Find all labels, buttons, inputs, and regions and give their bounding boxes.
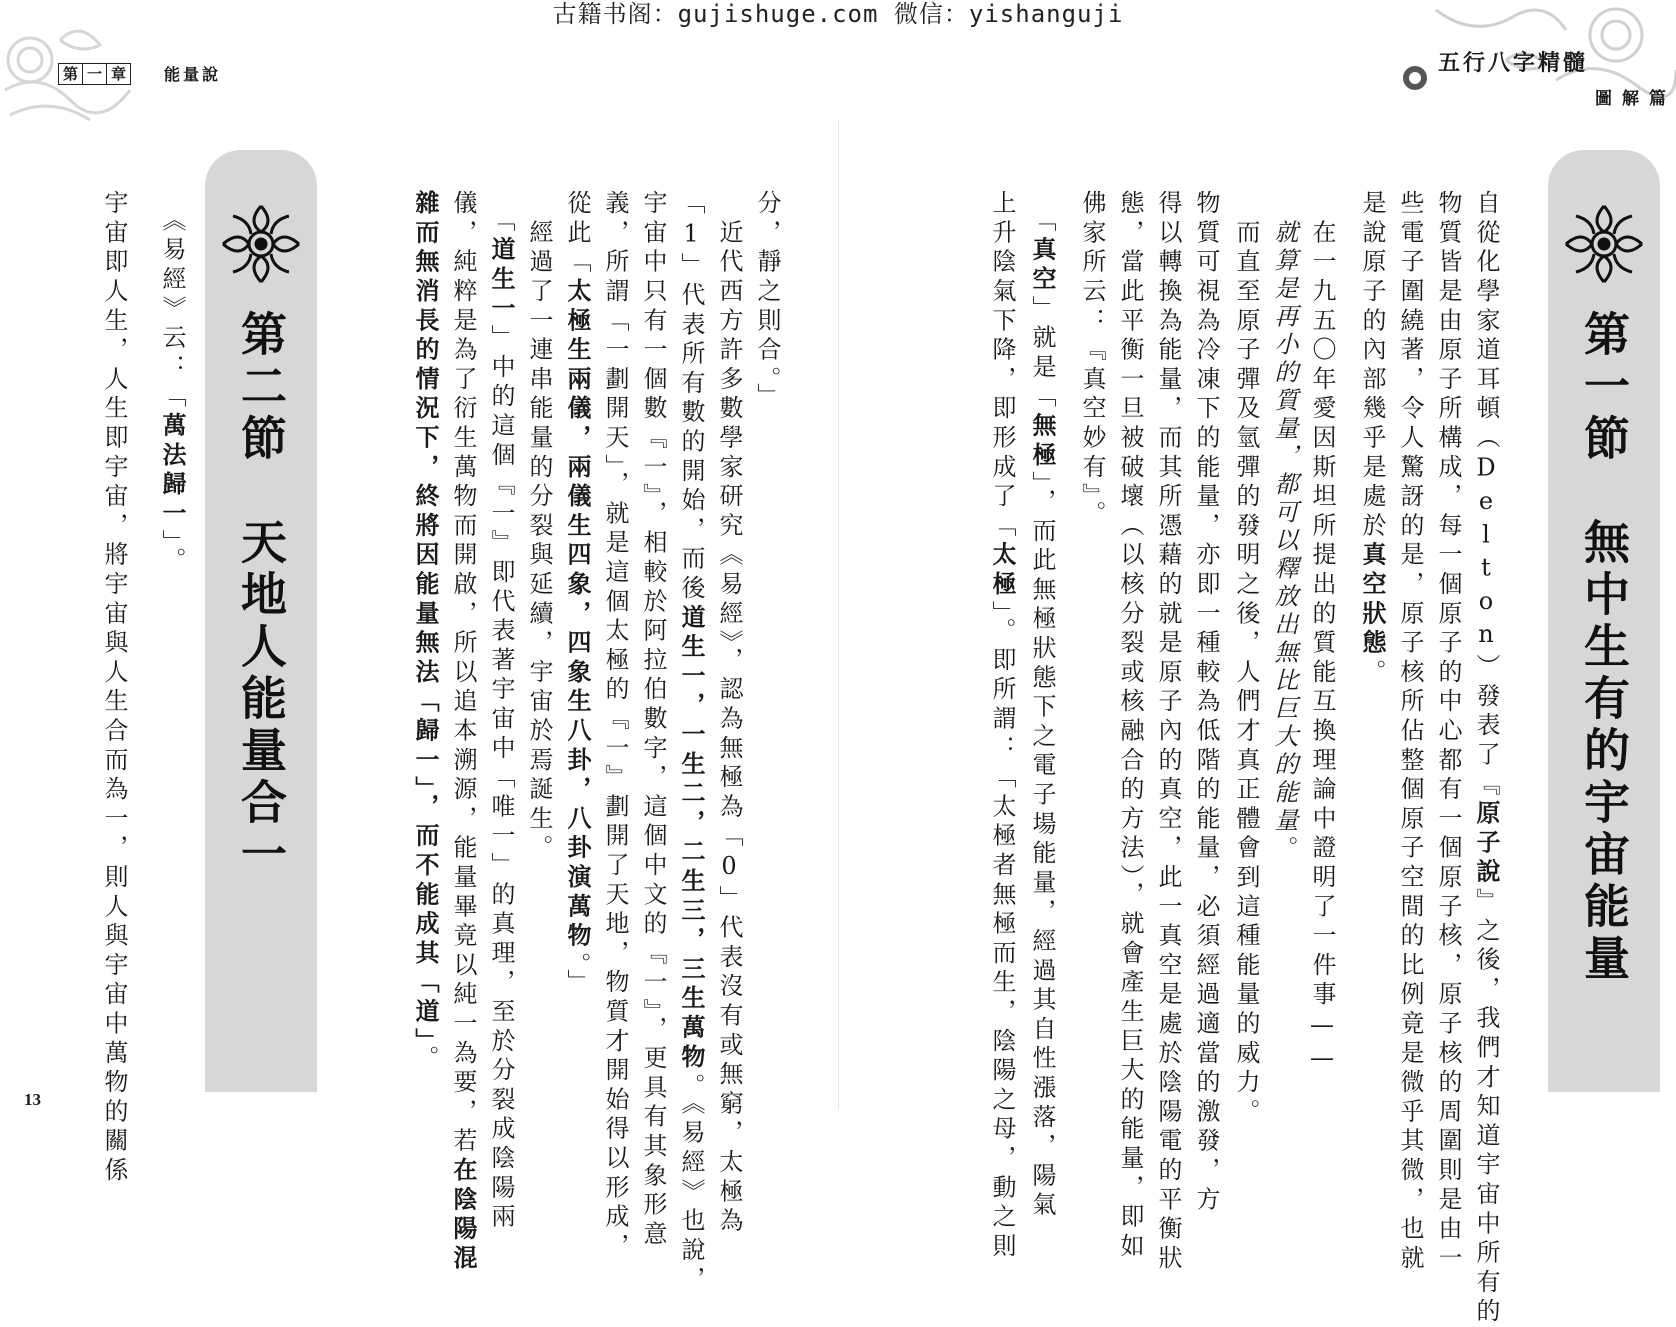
- watermark-text: 古籍书阁：gujishuge.com 微信：yishanguji: [552, 0, 1124, 28]
- text-run: 」就是「: [1028, 295, 1056, 413]
- book-subtitle: 圖解篇: [1595, 89, 1676, 109]
- text-column: [1398, 190, 1422, 1274]
- text-column: [1358, 190, 1387, 689]
- text-run: 而直至原子彈及氫彈的發明之後，人們才真正體會到這種能量的威力。: [1232, 190, 1260, 1128]
- chapter-label: [58, 62, 131, 86]
- text-run: 」。即所謂：「太極者無極而生，陰陽之母，動之則: [988, 600, 1016, 1263]
- text-run: 在一九五〇年愛因斯坦所提出的質能互換理論中證明了一件事——: [1308, 190, 1336, 1077]
- text-column: [1436, 190, 1460, 1274]
- text-column: [102, 190, 126, 1186]
- text-column: [1028, 190, 1057, 1221]
- text-run: 。」: [563, 951, 591, 999]
- emphasis-text: 道生一，一生二，二生三，三生萬物: [677, 604, 706, 1074]
- text-run: 些電子圍繞著，令人驚訝的是，原子核所佔整個原子空間的比例竟是微乎其微，也就: [1396, 190, 1424, 1275]
- lotus-ornament-icon: [215, 198, 307, 290]
- text-column: [1310, 190, 1334, 1077]
- emphasis-text: 真空: [1028, 236, 1057, 296]
- emphasis-text: 太極: [988, 541, 1017, 601]
- page-gutter: [838, 120, 839, 1110]
- text-run: 是說原子的內部幾乎是處於: [1358, 190, 1386, 542]
- text-run: 。《易經》也說，: [677, 1073, 705, 1296]
- text-column: [988, 190, 1017, 1263]
- chapter-cell: 一: [83, 63, 107, 85]
- text-column: [1472, 190, 1501, 1327]
- emphasis-text: 雜而無消長的情況下，終將因能量無法「歸一」，而不能成其「道」: [411, 190, 440, 1045]
- section-heading: 第二節 天地人能量合一: [234, 310, 288, 882]
- text-run: 。: [1270, 835, 1298, 865]
- text-run: 近代西方許多數學家研究《易經》，認為無極為「0」代表沒有或無窮，太極為: [715, 190, 743, 1237]
- text-run: 得以轉換為能量，而其所憑藉的就是原子內的真空，此一真空是處於陰陽電的平衡狀: [1154, 190, 1182, 1275]
- text-run: 自從化學家道耳頓（Delton）發表了『: [1472, 190, 1500, 800]
- emphasis-text: 真空狀態: [1358, 541, 1387, 659]
- text-run: 《易經》云：「: [158, 190, 186, 413]
- text-run: 從此「: [563, 190, 591, 278]
- emphasis-text: 道生一: [487, 236, 516, 325]
- text-run: 物質可視為冷凍下的能量，亦即一種較為低階的能量，必須經過適當的激發，方: [1192, 190, 1220, 1216]
- chapter-cell: 章: [107, 63, 131, 85]
- text-run: 」，而此無極狀態下之電子場能量，經過其自性漲落，陽氣: [1028, 471, 1056, 1221]
- text-run: 「1」代表所有數的開始，而後: [677, 190, 705, 605]
- emphasis-text: 太極生兩儀，兩儀生四象，四象生八卦，八卦演萬物: [563, 277, 592, 952]
- text-column: [527, 190, 551, 864]
- text-run: 宇宙即人生，人生即宇宙，將宇宙與人生合而為一，則人與宇宙中萬物的關係: [100, 190, 128, 1187]
- text-run: 。: [411, 1045, 439, 1075]
- text-column: [677, 190, 706, 1296]
- handwritten-text: 就算是再小的質量，都可以釋放出無比巨大的能量: [1270, 219, 1298, 836]
- text-column: [717, 190, 741, 1237]
- text-column: [487, 190, 516, 1233]
- text-run: 」中的這個『一』即代表著宇宙中「唯一」的真理，至於分裂成陰陽兩: [487, 324, 515, 1233]
- chapter-cell: 第: [58, 63, 83, 85]
- text-run: 分，靜之則合。」: [753, 190, 781, 413]
- text-run: 佛家所云：『真空妙有』。: [1078, 190, 1106, 530]
- text-run: 義，所謂「一劃開天」，就是這個太極的『一』劃開了天地，物質才開始得以形成，: [601, 190, 629, 1263]
- text-run: 』之後，我們才知道宇宙中所有的: [1472, 887, 1500, 1327]
- text-column: [449, 190, 478, 1275]
- text-run: 「: [1028, 190, 1056, 237]
- text-run: 宇宙中只有一個數『一』，相較於阿拉伯數字，這個中文的『一』，更具有其象形意: [639, 190, 667, 1251]
- text-column: [563, 190, 592, 999]
- section-heading: 第一節 無中生有的宇宙能量: [1577, 310, 1631, 986]
- text-column: [1272, 190, 1296, 865]
- text-run: 」。: [158, 529, 186, 577]
- emphasis-text: 在陰陽混: [449, 1156, 478, 1275]
- text-run: 態，當此平衡一旦被破壞（以核分裂或核融合的方法），就會產生巨大的能量，即如: [1116, 190, 1144, 1263]
- lotus-ornament-icon: [1558, 198, 1650, 290]
- text-column: [158, 190, 187, 577]
- text-run: [1270, 190, 1298, 219]
- text-column: [755, 190, 779, 412]
- section-banner: [1548, 150, 1660, 1092]
- section-banner: [205, 150, 317, 1092]
- text-column: [1194, 190, 1218, 1216]
- text-column: [1234, 190, 1258, 1128]
- text-column: [1156, 190, 1180, 1274]
- text-column: [603, 190, 627, 1262]
- emphasis-text: 萬法歸一: [158, 412, 187, 530]
- text-column: [641, 190, 665, 1250]
- page-number: 13: [24, 1090, 41, 1109]
- text-run: 儀，純粹是為了衍生萬物而開啟，所以追本溯源，能量畢竟以純一為要，若: [449, 190, 477, 1157]
- text-run: 「: [487, 190, 515, 237]
- text-column: [411, 190, 440, 1075]
- emphasis-text: 原子說: [1472, 800, 1501, 888]
- text-run: 物質皆是由原子所構成，每一個原子的中心都有一個原子核，原子核的周圍則是由一: [1434, 190, 1462, 1275]
- book-title: 五行八字精髓: [1437, 51, 1588, 76]
- text-run: 經過了一連串能量的分裂與延續，宇宙於焉誕生。: [525, 190, 553, 864]
- emphasis-text: 無極: [1028, 412, 1057, 472]
- text-column: [1080, 190, 1104, 530]
- text-run: 。: [1358, 658, 1386, 689]
- chapter-title: 能量說: [164, 65, 222, 84]
- text-run: 上升陰氣下降，即形成了「: [988, 190, 1016, 542]
- text-column: [1118, 190, 1142, 1262]
